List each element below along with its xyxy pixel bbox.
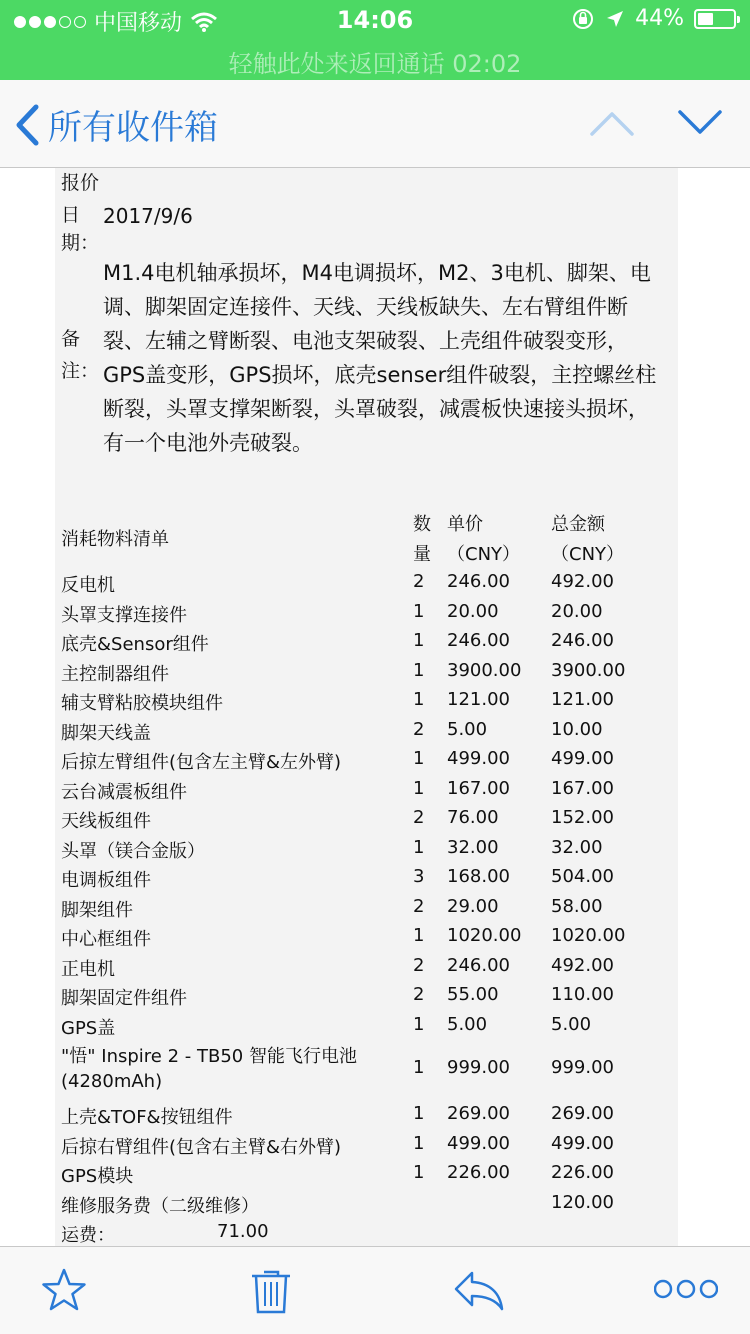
- row-price: 20.00: [447, 600, 499, 622]
- row-price: 76.00: [447, 807, 499, 828]
- row-price: 5.00: [447, 718, 488, 740]
- row-qty: 1: [413, 925, 425, 946]
- row-name: 电调板组件: [61, 870, 151, 891]
- table-row: [61, 1100, 661, 1130]
- note-text: M1.4电机轴承损坏，M4电调损坏，M2、3电机、脚架、电调、脚架固定连接件、天线、天线板缺失、左右臂组件断裂、左辅之臂断裂、电池支架破裂、上壳组件破裂变形，GPS盖变形，GPS损坏，底壳senser组件破裂，主控螺丝柱断裂，头罩支撑架断裂，头罩破裂，减震板快速接头损坏，有一个电池外壳破裂。: [103, 261, 657, 455]
- star-icon: [40, 1267, 88, 1313]
- row-total: 58.00: [551, 895, 603, 917]
- battery-percent: 44%: [635, 6, 684, 31]
- row-total: 492.00: [551, 571, 614, 592]
- row-price: 246.00: [447, 954, 510, 976]
- row-total: 269.00: [551, 1103, 614, 1124]
- row-price: 55.00: [447, 984, 499, 1005]
- table-row: [61, 863, 661, 893]
- row-qty: 2: [413, 571, 425, 592]
- row-price: 29.00: [447, 895, 499, 917]
- location-arrow-icon: [605, 9, 625, 29]
- service-name: 维修服务费（二级维修）: [61, 1195, 259, 1217]
- row-total: 492.00: [551, 954, 614, 976]
- note-label-line1: 备: [61, 328, 81, 350]
- message-body[interactable]: [0, 168, 750, 1246]
- row-qty: 1: [413, 1103, 425, 1124]
- row-name: 脚架天线盖: [61, 722, 151, 744]
- row-qty: 2: [413, 718, 425, 740]
- row-qty: 1: [413, 630, 425, 651]
- row-price: 168.00: [447, 866, 510, 887]
- row-name: 辅支臂粘胶模块组件: [61, 693, 223, 714]
- row-price: 246.00: [447, 571, 510, 592]
- row-qty: 1: [413, 777, 425, 799]
- row-price: 32.00: [447, 836, 499, 858]
- row-price: 167.00: [447, 777, 510, 799]
- row-qty: 1: [413, 836, 425, 858]
- row-total: 20.00: [551, 600, 603, 622]
- materials-table: [61, 508, 661, 1246]
- header-price-2: （CNY）: [447, 544, 521, 565]
- row-total: 246.00: [551, 630, 614, 651]
- row-total: 499.00: [551, 1132, 614, 1154]
- return-to-call-banner[interactable]: 轻触此处来返回通话 02:02: [228, 50, 522, 78]
- chevron-down-icon: [676, 102, 724, 144]
- row-qty: 1: [413, 659, 425, 681]
- table-row: [61, 568, 661, 598]
- table-row: [61, 686, 661, 716]
- row-name-line1: "悟" Inspire 2 - TB50 智能飞行电池: [61, 1046, 357, 1067]
- row-price: 246.00: [447, 630, 510, 651]
- row-price: 269.00: [447, 1103, 510, 1124]
- row-price: 226.00: [447, 1162, 510, 1183]
- header-qty-2: 量: [413, 544, 431, 565]
- note-label-line2: 注：: [61, 360, 100, 382]
- orientation-lock-icon: [571, 7, 595, 31]
- table-row: [61, 1040, 661, 1100]
- header-qty-1: 数: [413, 514, 431, 535]
- row-total: 5.00: [551, 1013, 592, 1035]
- table-row: [61, 716, 661, 746]
- row-name: 中心框组件: [61, 929, 151, 950]
- table-row: [61, 893, 661, 923]
- table-row: [61, 952, 661, 982]
- row-qty: 2: [413, 895, 425, 917]
- row-total: 121.00: [551, 689, 614, 710]
- row-total: 226.00: [551, 1162, 614, 1183]
- table-row: [61, 627, 661, 657]
- row-total: 32.00: [551, 836, 603, 858]
- row-qty: 2: [413, 807, 425, 828]
- row-qty: 3: [413, 866, 425, 887]
- row-total: 167.00: [551, 777, 614, 799]
- bottom-toolbar: [0, 1246, 750, 1334]
- row-price: 1020.00: [447, 925, 522, 946]
- quote-label: 报价: [61, 172, 100, 194]
- shipping-value: 71.00: [217, 1221, 269, 1242]
- row-price: 999.00: [447, 1057, 510, 1078]
- row-name-line2: (4280mAh): [61, 1071, 163, 1092]
- table-row: [61, 804, 661, 834]
- table-row: [61, 834, 661, 864]
- row-total: 999.00: [551, 1057, 614, 1078]
- row-qty: 1: [413, 1013, 425, 1035]
- row-name: 天线板组件: [61, 811, 151, 832]
- back-label: 所有收件箱: [48, 108, 218, 148]
- header-total-1: 总金额: [551, 514, 605, 535]
- header-total-2: （CNY）: [551, 544, 625, 565]
- table-row: [61, 657, 661, 687]
- row-name: 正电机: [61, 958, 115, 980]
- back-button[interactable]: [14, 100, 218, 149]
- status-right: [571, 6, 736, 31]
- table-row: [61, 922, 661, 952]
- service-total: 120.00: [551, 1191, 614, 1213]
- flag-button[interactable]: [40, 1267, 88, 1317]
- chevron-up-icon: [588, 102, 636, 144]
- row-qty: 1: [413, 1132, 425, 1154]
- header-price-1: 单价: [447, 514, 483, 535]
- row-qty: 1: [413, 600, 425, 622]
- row-name: GPS模块: [61, 1166, 134, 1187]
- row-total: 499.00: [551, 748, 614, 769]
- row-name: 后掠左臂组件(包含左主臂&左外臂): [61, 752, 342, 773]
- date-label-line1: 日: [61, 204, 81, 226]
- service-row: [61, 1189, 661, 1219]
- status-time: 14:06: [336, 6, 414, 34]
- row-qty: 1: [413, 1162, 425, 1183]
- navigation-bar: [0, 80, 750, 168]
- date-label-line2: 期：: [61, 232, 100, 254]
- row-name: 脚架固定件组件: [61, 988, 187, 1009]
- row-name: 底壳&Sensor组件: [61, 634, 209, 655]
- row-total: 504.00: [551, 866, 614, 887]
- more-button[interactable]: [654, 1277, 718, 1305]
- row-total: 1020.00: [551, 925, 626, 946]
- reply-icon: [452, 1267, 506, 1313]
- row-price: 121.00: [447, 689, 510, 710]
- delete-button[interactable]: [250, 1267, 292, 1319]
- trash-icon: [250, 1267, 292, 1315]
- row-name: 反电机: [61, 575, 115, 596]
- date-value: 2017/9/6: [103, 204, 193, 228]
- chevron-left-icon: [14, 103, 40, 147]
- row-name: 头罩（镁合金版）: [61, 840, 205, 862]
- table-row: [61, 1011, 661, 1041]
- row-name: 脚架组件: [61, 899, 133, 921]
- row-qty: 1: [413, 748, 425, 769]
- next-message-button[interactable]: [676, 102, 724, 148]
- row-name: 头罩支撑连接件: [61, 604, 187, 626]
- table-row: [61, 598, 661, 628]
- previous-message-button[interactable]: [588, 102, 636, 148]
- row-qty: 1: [413, 1057, 425, 1078]
- row-price: 5.00: [447, 1013, 488, 1035]
- row-total: 10.00: [551, 718, 603, 740]
- row-qty: 2: [413, 984, 425, 1005]
- table-row: [61, 981, 661, 1011]
- more-icon: [654, 1277, 718, 1301]
- row-total: 152.00: [551, 807, 614, 828]
- battery-icon: [694, 9, 736, 29]
- row-price: 3900.00: [447, 659, 522, 681]
- row-name: 主控制器组件: [61, 663, 169, 685]
- table-header: [61, 508, 661, 568]
- row-qty: 2: [413, 954, 425, 976]
- table-row: [61, 745, 661, 775]
- header-name: 消耗物料清单: [61, 529, 169, 550]
- carrier-name: 中国移动: [94, 11, 183, 36]
- row-name: 上壳&TOF&按钮组件: [61, 1107, 233, 1128]
- table-row: [61, 1130, 661, 1160]
- table-row: [61, 775, 661, 805]
- row-name: 后掠右臂组件(包含右主臂&右外臂): [61, 1136, 342, 1158]
- shipping-label: 运费：: [61, 1225, 115, 1246]
- row-qty: 1: [413, 689, 425, 710]
- row-name: GPS盖: [61, 1017, 116, 1039]
- row-name: 云台减震板组件: [61, 781, 187, 803]
- row-total: 3900.00: [551, 659, 626, 681]
- row-price: 499.00: [447, 1132, 510, 1154]
- reply-button[interactable]: [452, 1267, 506, 1317]
- row-price: 499.00: [447, 748, 510, 769]
- shipping-row: [61, 1218, 661, 1246]
- row-total: 110.00: [551, 984, 614, 1005]
- table-row: [61, 1159, 661, 1189]
- status-bar: [0, 0, 750, 80]
